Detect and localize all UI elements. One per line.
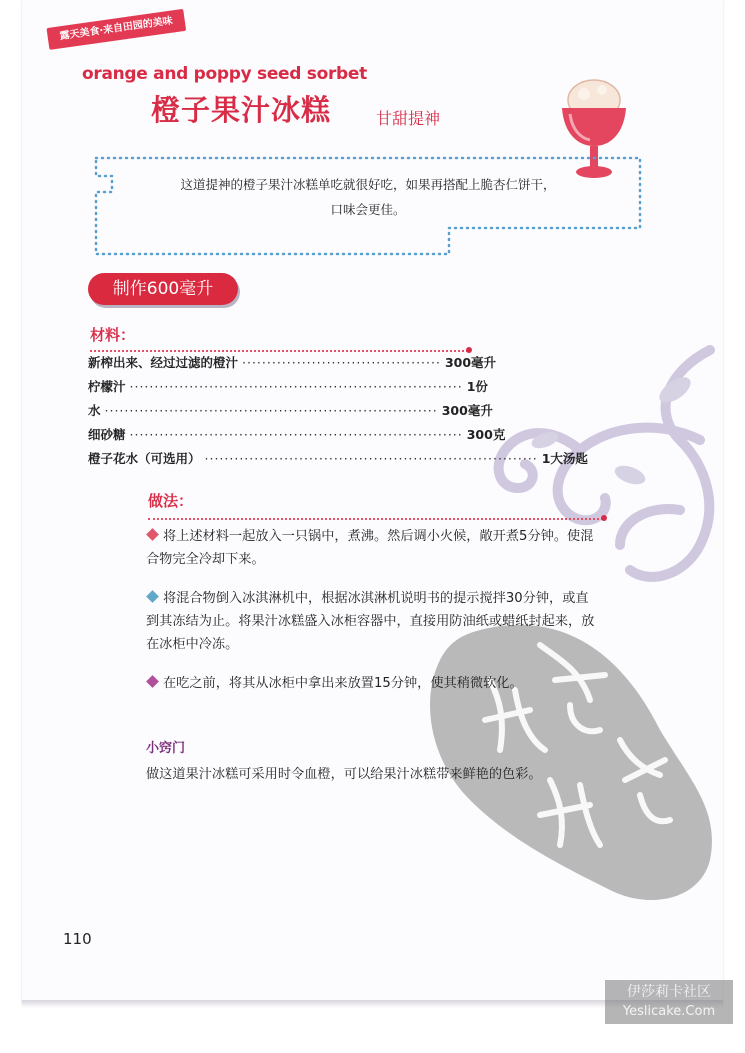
- ingredient-qty: 300毫升: [441, 403, 493, 418]
- intro-line: 这道提神的橙子果汁冰糕单吃就很好吃，如果再搭配上脆杏仁饼干，: [180, 177, 556, 192]
- ingredient-qty: 1份: [466, 379, 488, 394]
- ingredient-row: [88, 449, 588, 473]
- ingredient-qty: 1大汤匙: [541, 451, 588, 466]
- ingredient-row: [88, 425, 506, 449]
- method-step: [146, 587, 596, 656]
- english-title: orange and poppy seed sorbet: [82, 64, 367, 84]
- recipe-subtitle: 甘甜提神: [376, 109, 441, 128]
- method-step: [146, 525, 596, 571]
- method-steps: [146, 525, 596, 711]
- step-text: 将混合物倒入冰淇淋机中，根据冰淇淋机说明书的提示搅拌30分钟，或直到其冻结为止。将果汁冰糕盛入冰柜容器中，直接用防油纸或蜡纸封起来，放在冰柜中冷冻。: [146, 591, 595, 652]
- ingredients-rule: [90, 350, 468, 352]
- ingredient-list: [88, 353, 588, 473]
- leader-dots: ···································································: [129, 379, 463, 394]
- leader-dots: ···································································: [129, 427, 463, 442]
- page-number: 110: [63, 930, 92, 948]
- ingredient-name: 柠檬汁: [88, 379, 126, 394]
- step-bullet-icon: [146, 528, 159, 541]
- ingredient-row: [88, 377, 488, 401]
- series-tag: 露天美食·来自田园的美味: [46, 9, 186, 50]
- leader-dots: ···································································: [104, 403, 438, 418]
- recipe-title: 橙子果汁冰糕: [151, 93, 332, 127]
- watermark-line: 伊莎莉卡社区: [627, 984, 711, 1000]
- ingredients-heading: 材料：: [90, 326, 136, 344]
- method-heading: 做法：: [148, 492, 194, 510]
- step-text: 将上述材料一起放入一只锅中，煮沸。然后调小火候，敞开煮5分钟。使混合物完全冷却下来。: [146, 529, 594, 567]
- yield-badge: 制作600毫升: [88, 273, 238, 305]
- ingredient-name: 新榨出来、经过过滤的橙汁: [88, 355, 239, 370]
- ingredient-qty: 300克: [466, 427, 506, 442]
- ingredient-row: [88, 353, 497, 377]
- intro-text: [138, 172, 598, 222]
- ingredient-row: [88, 401, 493, 425]
- step-bullet-icon: [146, 590, 159, 603]
- method-rule: [148, 518, 603, 520]
- ingredient-qty: 300毫升: [444, 355, 497, 370]
- tip-text: 做这道果汁冰糕可采用时令血橙，可以给果汁冰糕带来鲜艳的色彩。: [146, 767, 542, 782]
- leader-dots: ········································: [242, 355, 441, 370]
- leader-dots: ···································································: [204, 451, 538, 466]
- step-text: 在吃之前，将其从冰柜中拿出来放置15分钟，使其稍微软化。: [163, 676, 523, 691]
- ingredient-name: 水: [88, 403, 101, 418]
- ingredient-name: 细砂糖: [88, 427, 126, 442]
- step-bullet-icon: [146, 675, 159, 688]
- ingredient-name: 橙子花水（可选用）: [88, 451, 201, 466]
- method-step: [146, 672, 596, 695]
- site-watermark: [605, 980, 733, 1024]
- rule-end-dot: [601, 515, 607, 521]
- intro-line: 口味会更佳。: [330, 202, 406, 217]
- watermark-line: Yeslicake.Com: [622, 1004, 716, 1019]
- tip-heading: 小窍门: [146, 741, 186, 756]
